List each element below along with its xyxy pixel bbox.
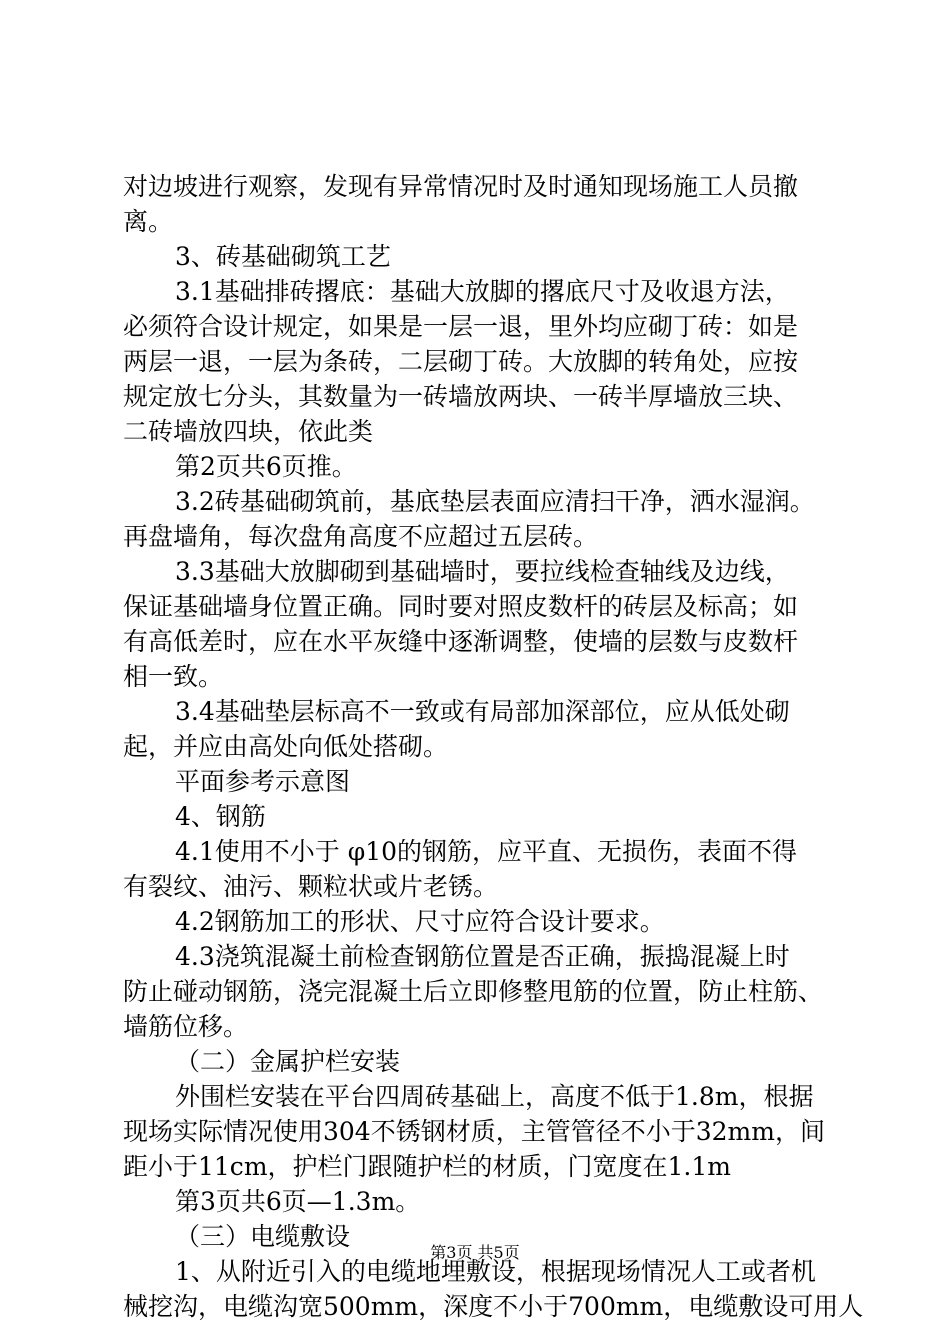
text-line: 1、从附近引入的电缆地埋敷设，根据现场情况人工或者机 bbox=[175, 1257, 816, 1286]
section-heading: 4、钢筋 bbox=[175, 802, 266, 831]
text-line: 两层一退，一层为条砖，二层砌丁砖。大放脚的转角处，应按 bbox=[123, 347, 799, 376]
section-heading: （三）电缆敷设 bbox=[175, 1222, 351, 1251]
text-line: 起，并应由高处向低处搭砌。 bbox=[123, 732, 449, 761]
text-line: 4.1使用不小于 φ10的钢筋，应平直、无损伤，表面不得 bbox=[175, 837, 798, 866]
page-number-label: 第3页 共5页 bbox=[430, 1243, 520, 1262]
text-line: 现场实际情况使用304不锈钢材质，主管管径不小于32mm，间 bbox=[123, 1117, 825, 1146]
text-line: 3.2砖基础砌筑前，基底垫层表面应清扫干净，洒水湿润。 bbox=[175, 487, 815, 516]
text-line: 3.4基础垫层标高不一致或有局部加深部位，应从低处砌 bbox=[175, 697, 790, 726]
text-line: 再盘墙角，每次盘角高度不应超过五层砖。 bbox=[123, 522, 599, 551]
section-heading: 3、砖基础砌筑工艺 bbox=[175, 242, 391, 271]
text-line: 3.3基础大放脚砌到基础墙时，要拉线检查轴线及边线， bbox=[175, 557, 790, 586]
text-line: 平面参考示意图 bbox=[175, 767, 351, 796]
text-line: 二砖墙放四块，依此类 bbox=[123, 417, 374, 446]
text-line: 3.1基础排砖撂底：基础大放脚的撂底尺寸及收退方法， bbox=[175, 277, 790, 306]
text-line: 距小于11cm，护栏门跟随护栏的材质，门宽度在1.1m bbox=[123, 1152, 731, 1181]
text-line: 4.2钢筋加工的形状、尺寸应符合设计要求。 bbox=[175, 907, 665, 936]
section-heading: （二）金属护栏安装 bbox=[175, 1047, 401, 1076]
text-line: 相一致。 bbox=[123, 662, 224, 691]
text-line: 离。 bbox=[123, 207, 174, 236]
text-line: 4.3浇筑混凝土前检查钢筋位置是否正确，振捣混凝上时 bbox=[175, 942, 790, 971]
text-line: 必须符合设计规定，如果是一层一退，里外均应砌丁砖：如是 bbox=[123, 312, 799, 341]
text-line: 防止碰动钢筋，浇完混凝土后立即修整甩筋的位置，防止柱筋、 bbox=[123, 977, 824, 1006]
text-line: 墙筋位移。 bbox=[123, 1012, 249, 1041]
text-line: 保证基础墙身位置正确。同时要对照皮数杆的砖层及标高；如 bbox=[123, 592, 799, 621]
text-line: 第3页共6页—1.3m。 bbox=[175, 1187, 421, 1216]
text-line: 有裂纹、油污、颗粒状或片老锈。 bbox=[123, 872, 499, 901]
text-line: 第2页共6页推。 bbox=[175, 452, 357, 481]
text-line: 对边坡进行观察，发现有异常情况时及时通知现场施工人员撤 bbox=[123, 172, 799, 201]
text-line: 有高低差时，应在水平灰缝中逐渐调整，使墙的层数与皮数杆 bbox=[123, 627, 799, 656]
text-line: 外围栏安装在平台四周砖基础上，高度不低于1.8m，根据 bbox=[175, 1082, 814, 1111]
text-line: 械挖沟，电缆沟宽500mm，深度不小于700mm，电缆敷设可用人 bbox=[123, 1292, 864, 1321]
page-footer bbox=[0, 1243, 950, 1263]
text-line: 规定放七分头，其数量为一砖墙放两块、一砖半厚墙放三块、 bbox=[123, 382, 799, 411]
